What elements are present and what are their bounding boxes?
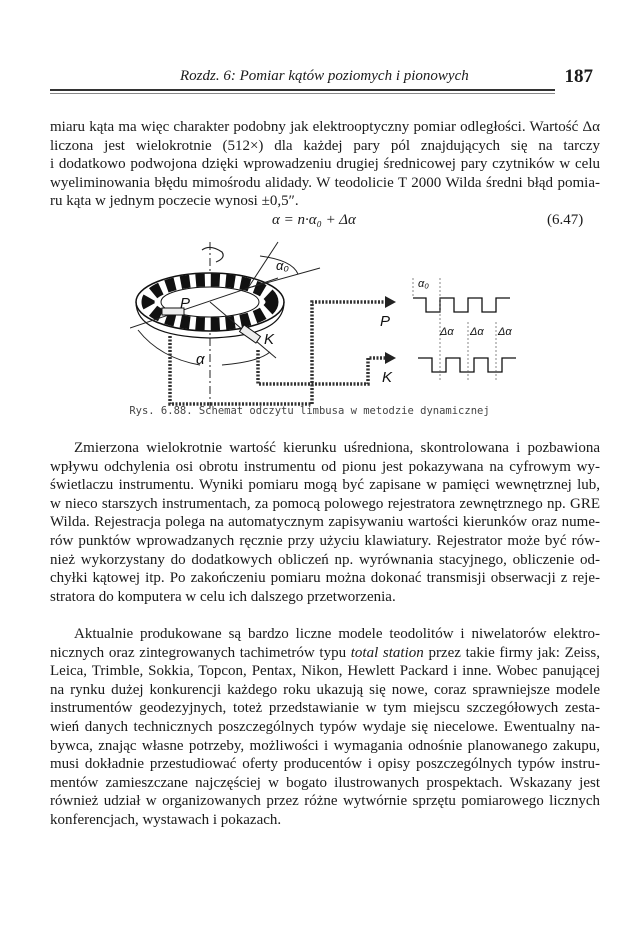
signal-K-wave xyxy=(418,358,516,372)
paragraph-2 xyxy=(50,439,600,606)
cable-K xyxy=(258,350,385,384)
label-P-reader: P xyxy=(180,295,191,312)
label-alpha0-wave: α₀ xyxy=(418,278,429,290)
arrow-P-icon xyxy=(385,296,396,308)
text-line: miaru kąta ma więc charakter podobny jak elektrooptyczny pomiar odległości. Wartość Δα xyxy=(50,119,600,135)
text-line: liczona jest wielokrotnie (512×) dla każdej pary pól znajdujących się na tarczy xyxy=(50,137,600,154)
running-header xyxy=(50,66,605,90)
label-alpha0-ring: α₀ xyxy=(276,258,289,273)
label-delta-1: Δα xyxy=(440,326,454,338)
signal-P-wave xyxy=(413,298,510,312)
label-K-signal: K xyxy=(382,369,393,386)
text-line: na rynku dużej konkurencji każdego roku ukazują się nowe, coraz sprawniejsze modele xyxy=(50,681,600,698)
text-line: mentów zamieszczane najczęściej w bogato ilustrowanych prospektach. Wskazany jest xyxy=(50,774,600,791)
text-line: wień danych technicznych poszczególnych typów wydaje się niecelowe. Ewentualny na- xyxy=(50,718,600,735)
header-rule-thin xyxy=(50,93,555,94)
text-line: nicznych oraz zintegrowanych tachimetrów typu total station przez takie firmy jak: Zeiss, xyxy=(50,644,600,661)
label-K-reader: K xyxy=(264,331,275,348)
text-line: w nieco starszych instrumentach, za pomocą polowego rejestratora zewnętrznego np. GRE xyxy=(50,495,600,512)
label-alpha: α xyxy=(196,351,205,368)
page-number: 187 xyxy=(564,66,593,87)
label-P-signal: P xyxy=(380,313,391,330)
arrow-K-icon xyxy=(385,352,396,364)
paragraph-1 xyxy=(50,118,600,211)
text-line: wpływu odchylenia osi obrotu instrumentu od pionu jest pokazywana na cyfrowym wy- xyxy=(50,458,600,475)
running-title: Rozdz. 6: Pomiar kątów poziomych i pionowych xyxy=(180,68,469,84)
text-line: konferencjach, wystawach i pokazach. xyxy=(50,811,282,828)
reader-K xyxy=(240,325,261,343)
text-line: chyłki kątowej itp. Po zakończeniu pomiaru można dokonać transmisji obserwacji z reje- xyxy=(50,570,600,587)
text-line: instrumentów geodezyjnych, toteż przedstawianie w tym miejscu szczegółowych zesta- xyxy=(50,700,600,717)
text-line: Wilda. Rejestracja polega na automatycznym zapisywaniu wartości kierunków oraz nume- xyxy=(50,514,600,531)
label-delta-3: Δα xyxy=(498,326,512,338)
formula: α = n·α₀ + Δα xyxy=(272,212,356,228)
formula-number: (6.47) xyxy=(547,212,584,228)
paragraph-3 xyxy=(50,625,600,830)
graduated-circle xyxy=(136,273,284,338)
text-line: również udział w organizowanych przez różne wytwórnie sprzętu pomiarowego licznych xyxy=(50,793,600,810)
text-line: Aktualnie produkowane są bardzo liczne modele teodolitów i niwelatorów elektro- xyxy=(74,626,600,642)
dynamic-reading-diagram xyxy=(130,240,530,410)
text-line: musi dokładnie przestudiować oferty producentów i opisy poszczególnych typów instru- xyxy=(50,756,600,773)
text-line: Zmierzona wielokrotnie wartość kierunku uśredniona, skontrolowana i pozbawiona xyxy=(74,440,600,456)
text-line: ru kąta w jednym poczecie wynosi ±0,5″. xyxy=(50,193,299,210)
text-line: nież wykorzystany do dodatkowych obliczeń np. wyrównania stacyjnego, obliczenie od- xyxy=(50,551,600,568)
text-line: Leica, Trimble, Sokkia, Topcon, Pentax, Nikon, Hewlett Packard i inne. Wobec panującej xyxy=(50,663,600,680)
rotation-arrow-icon xyxy=(202,247,223,262)
text-line: wyeliminowania błędu mimośrodu alidady. W teodolicie T 2000 Wilda średni błąd pomia- xyxy=(50,174,600,191)
italic-term: total station xyxy=(350,644,424,661)
figure-caption: Rys. 6.88. Schemat odczytu limbusa w metodzie dynamicznej xyxy=(129,405,490,417)
text-line: i dodatkowo podwojona dzięki wprowadzeniu drugiej średnicowej pary czytników w celu xyxy=(50,156,600,173)
header-rule xyxy=(50,89,555,91)
text-line: bywca, znając własne potrzeby, możliwości i wymagania odnośnie planowanego zakupu, xyxy=(50,737,600,754)
text-line: stratora do komputera w celu ich dalszego przetworzenia. xyxy=(50,588,396,605)
text-line: świetlaczu instrumentu. Wyniki pomiaru mogą być zapisane w pamięci wewnętrznej lub, xyxy=(50,477,600,494)
label-delta-2: Δα xyxy=(470,326,484,338)
text-line: rów punktów wprowadzanych ręcznie przy użyciu klawiatury. Rejestrator może być rów- xyxy=(50,532,600,549)
